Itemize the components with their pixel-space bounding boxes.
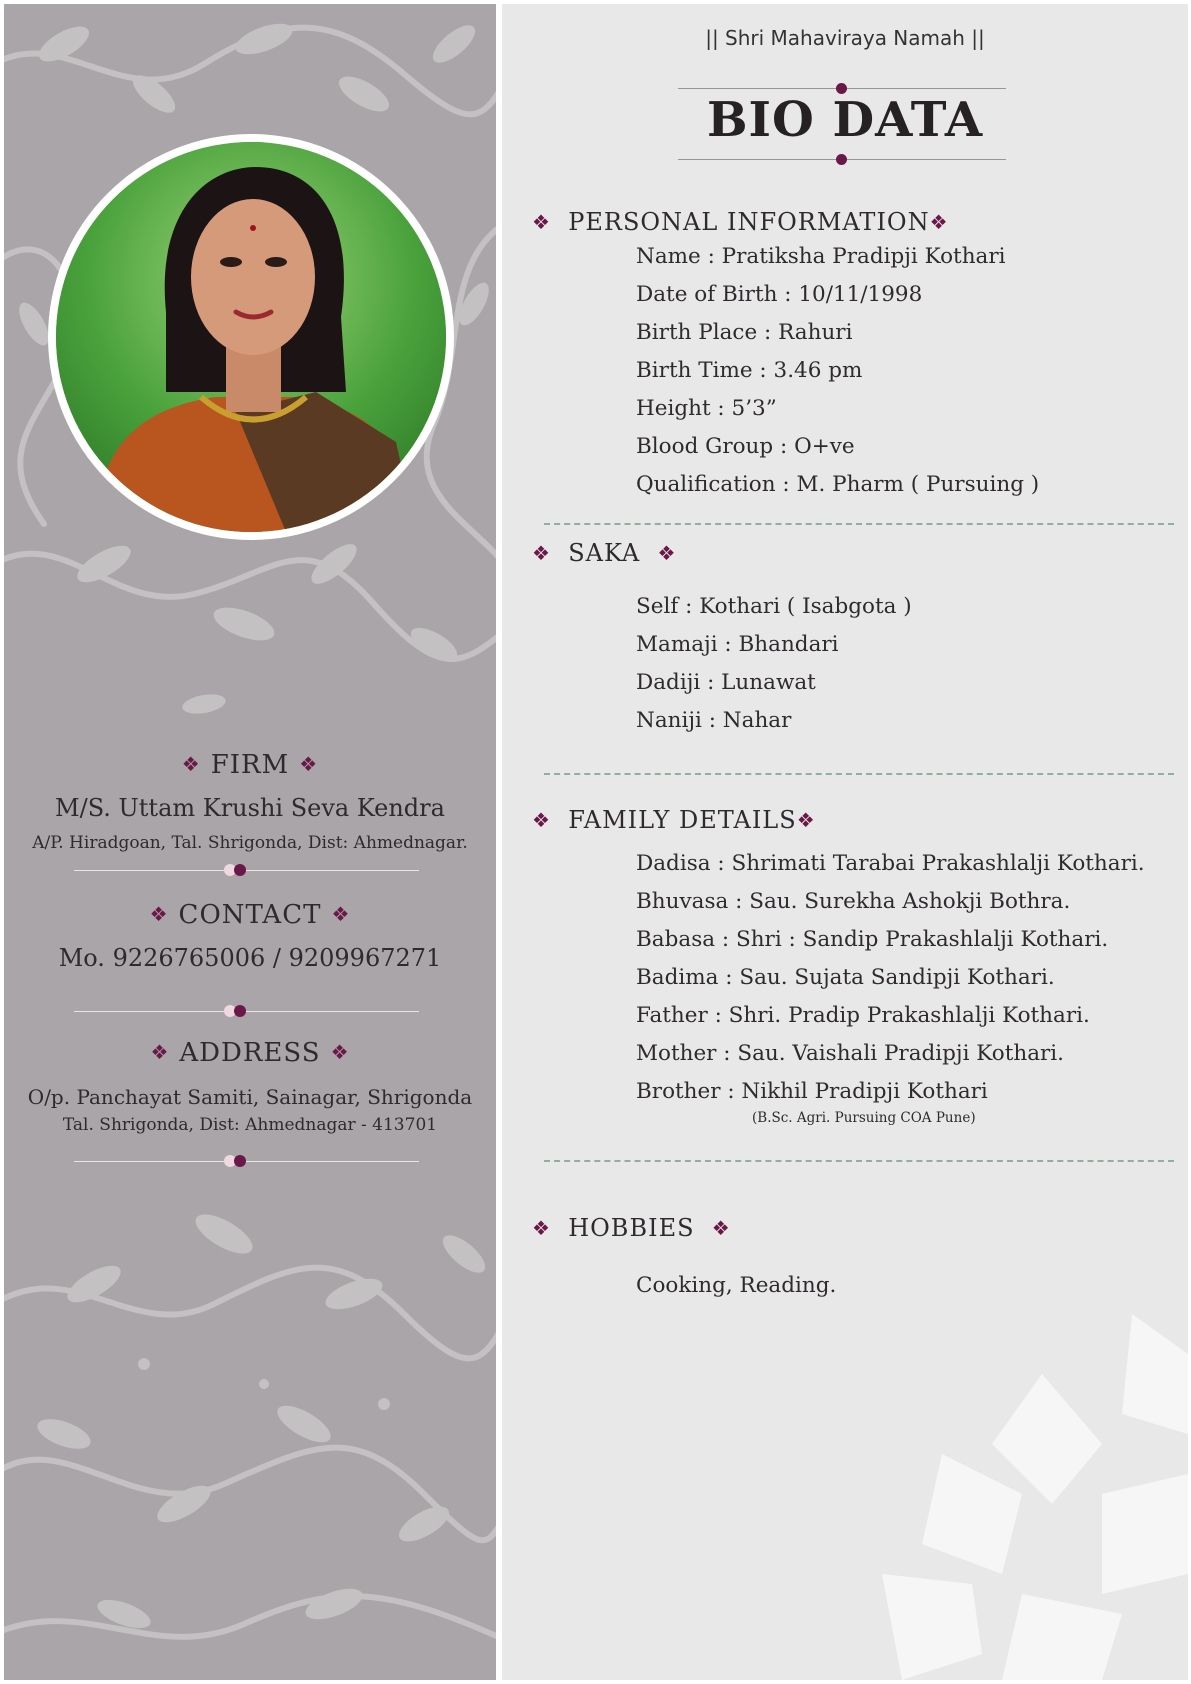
lotus-watermark — [802, 1294, 1188, 1680]
divider-dot — [234, 864, 246, 876]
personal-row: Name : Pratiksha Pradipji Kothari — [636, 244, 1006, 269]
family-row: Bhuvasa : Sau. Surekha Ashokji Bothra. — [636, 889, 1071, 914]
divider-dot — [234, 1155, 246, 1167]
saka-row: Naniji : Nahar — [636, 708, 792, 733]
brother-note: (B.Sc. Agri. Pursuing COA Pune) — [752, 1110, 976, 1126]
personal-row: Birth Place : Rahuri — [636, 320, 853, 345]
family-row: Mother : Sau. Vaishali Pradipji Kothari. — [636, 1041, 1065, 1066]
page-title: BIO DATA — [706, 92, 984, 148]
family-row: Badima : Sau. Sujata Sandipji Kothari. — [636, 965, 1055, 990]
personal-info-heading: ❖ PERSONAL INFORMATION❖ — [532, 208, 949, 236]
diamond-bullet-icon: ❖ — [532, 210, 551, 234]
diamond-bullet-icon: ❖ — [796, 808, 816, 832]
profile-photo — [56, 142, 446, 532]
saka-row: Mamaji : Bhandari — [636, 632, 839, 657]
hobbies-heading: ❖ HOBBIES ❖ — [532, 1214, 731, 1242]
right-panel — [502, 4, 1188, 1680]
personal-row: Blood Group : O+ve — [636, 434, 855, 459]
title-dot — [836, 154, 847, 165]
section-divider — [544, 523, 1174, 525]
divider — [74, 1161, 419, 1162]
firm-address: A/P. Hiradgoan, Tal. Shrigonda, Dist: Ahmednagar. — [32, 833, 468, 853]
section-divider — [544, 1160, 1174, 1162]
diamond-bullet-icon: ❖ — [330, 1040, 350, 1064]
family-row: Father : Shri. Pradip Prakashlalji Kothari. — [636, 1003, 1090, 1028]
contact-phone: Mo. 9226765006 / 9209967271 — [58, 944, 442, 972]
address-line1: O/p. Panchayat Samiti, Sainagar, Shrigonda — [27, 1085, 473, 1109]
section-divider — [544, 773, 1174, 775]
diamond-bullet-icon: ❖ — [150, 1040, 170, 1064]
firm-name: M/S. Uttam Krushi Seva Kendra — [55, 794, 445, 822]
saka-heading: ❖ SAKA ❖ — [532, 539, 677, 567]
diamond-bullet-icon: ❖ — [181, 752, 201, 776]
address-line2: Tal. Shrigonda, Dist: Ahmednagar - 413701 — [62, 1115, 438, 1135]
diamond-bullet-icon: ❖ — [711, 1216, 731, 1240]
saka-row: Self : Kothari ( Isabgota ) — [636, 594, 912, 619]
divider — [74, 1011, 419, 1012]
diamond-bullet-icon: ❖ — [299, 752, 319, 776]
personal-row: Qualification : M. Pharm ( Pursuing ) — [636, 472, 1040, 497]
contact-heading: ❖ CONTACT ❖ — [149, 900, 351, 930]
diamond-bullet-icon: ❖ — [532, 808, 551, 832]
address-heading: ❖ ADDRESS ❖ — [150, 1038, 350, 1068]
left-panel — [4, 4, 496, 1680]
diamond-bullet-icon: ❖ — [532, 1216, 551, 1240]
diamond-bullet-icon: ❖ — [929, 210, 949, 234]
family-details-heading: ❖ FAMILY DETAILS❖ — [532, 806, 816, 834]
personal-row: Birth Time : 3.46 pm — [636, 358, 863, 383]
diamond-bullet-icon: ❖ — [149, 902, 169, 926]
personal-row: Date of Birth : 10/11/1998 — [636, 282, 923, 307]
family-row: Dadisa : Shrimati Tarabai Prakashlalji Kothari. — [636, 851, 1145, 876]
firm-heading: ❖ FIRM ❖ — [181, 750, 319, 780]
diamond-bullet-icon: ❖ — [657, 541, 677, 565]
divider-dot — [234, 1005, 246, 1017]
family-row: Brother : Nikhil Pradipji Kothari — [636, 1079, 988, 1104]
invocation-text: || Shri Mahaviraya Namah || — [705, 26, 985, 50]
personal-row: Height : 5’3” — [636, 396, 777, 421]
family-row: Babasa : Shri : Sandip Prakashlalji Kothari. — [636, 927, 1109, 952]
hobbies-text: Cooking, Reading. — [636, 1273, 837, 1298]
diamond-bullet-icon: ❖ — [532, 541, 551, 565]
diamond-bullet-icon: ❖ — [331, 902, 351, 926]
divider — [74, 870, 419, 871]
saka-row: Dadiji : Lunawat — [636, 670, 816, 695]
